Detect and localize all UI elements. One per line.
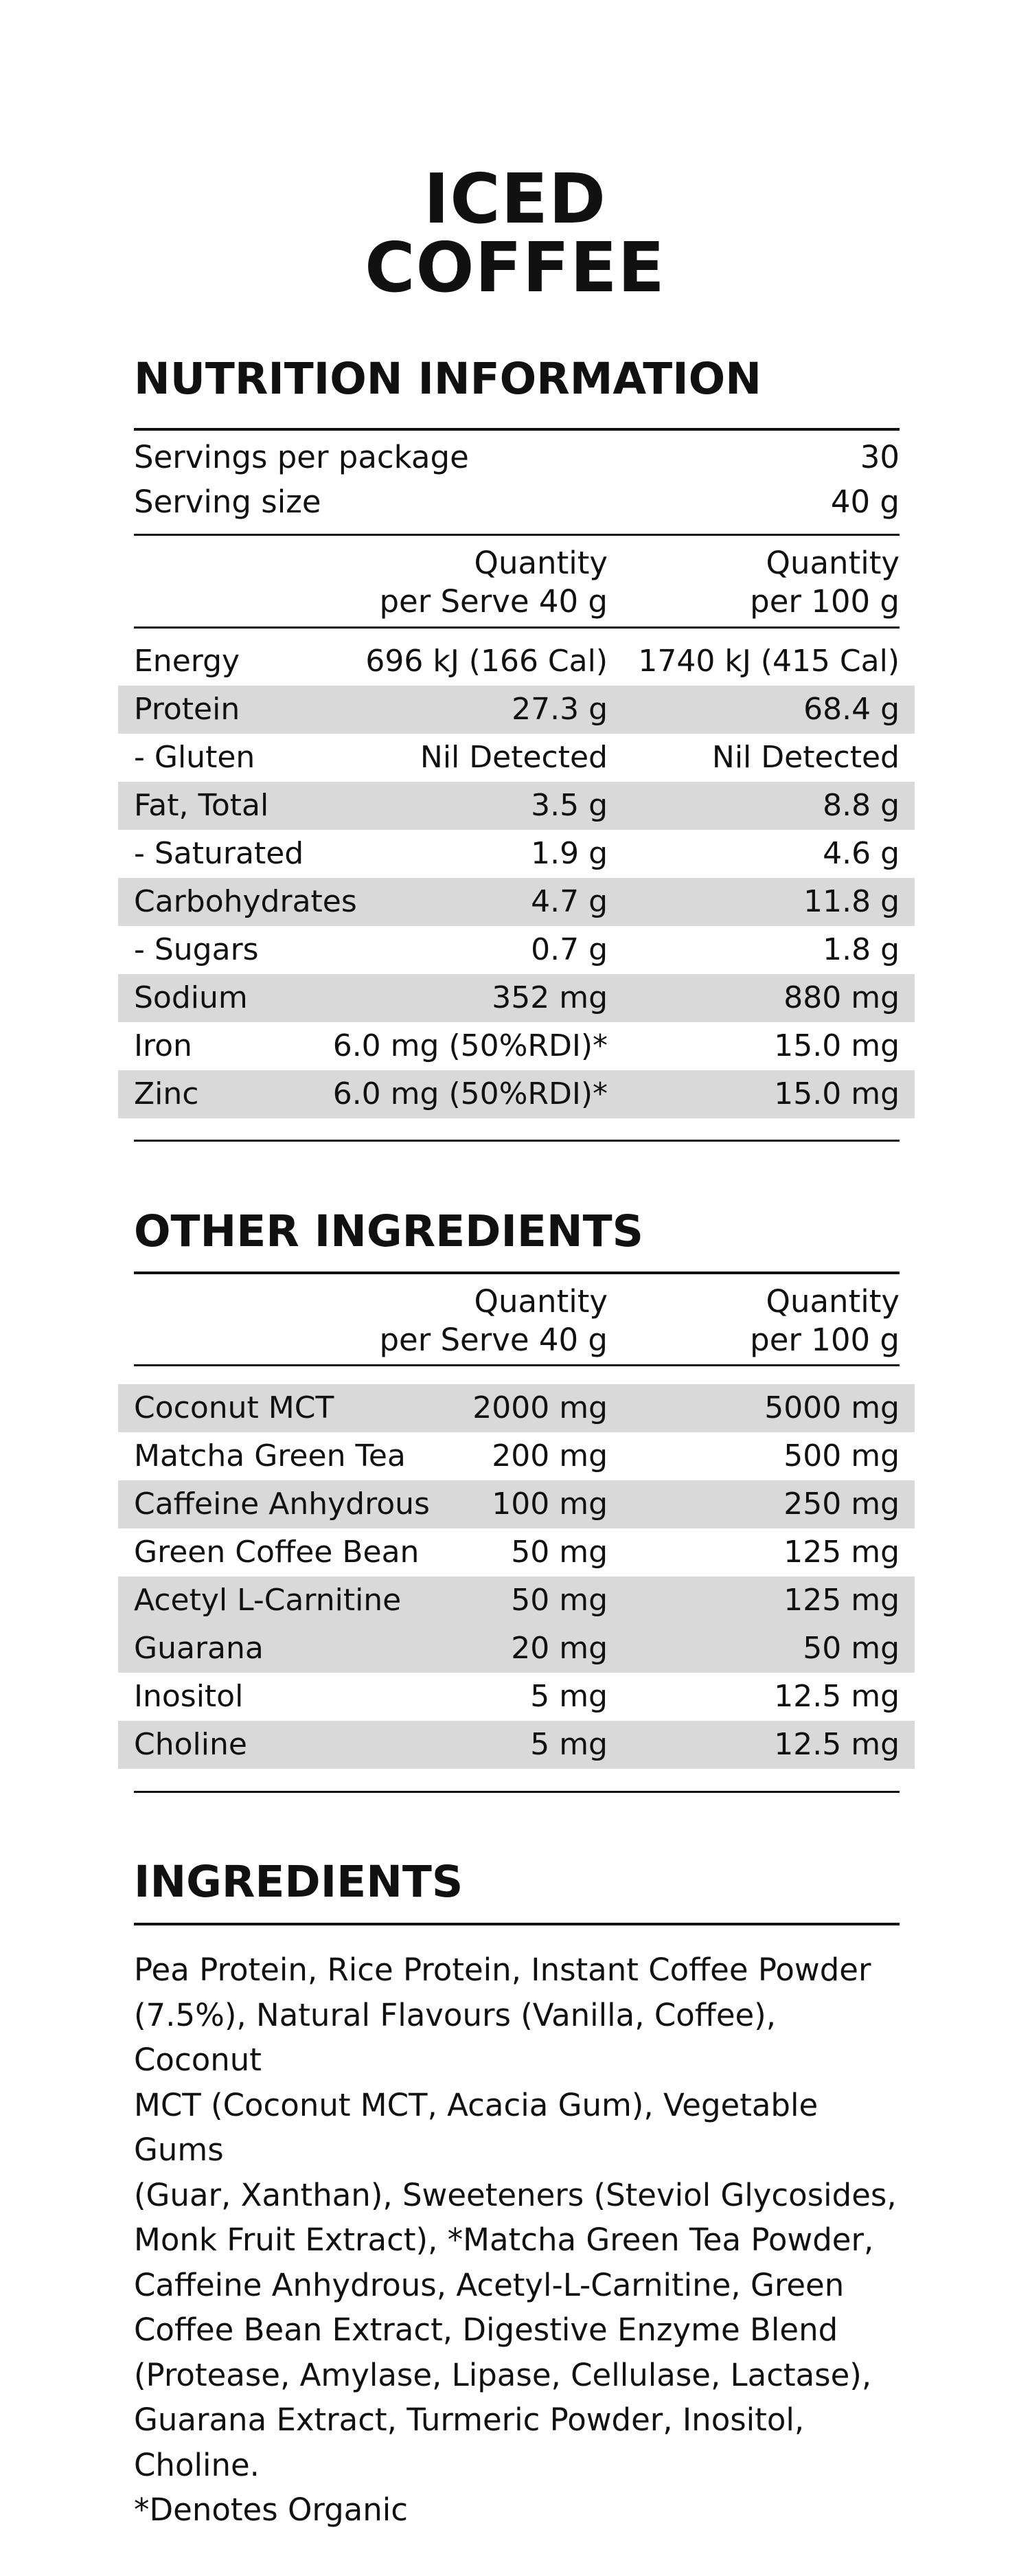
nutrient-label: - Saturated: [134, 836, 304, 871]
other-row-green-coffee-bean: [118, 1528, 915, 1577]
nutrition-top-rule: [134, 428, 900, 431]
ingredient-per-100g: 12.5 mg: [774, 1679, 900, 1714]
ingredient-label: Guarana: [134, 1631, 264, 1666]
ingredient-per-serve: 5 mg: [530, 1679, 608, 1714]
ingredient-label: Acetyl L-Carnitine: [134, 1583, 402, 1618]
nutrient-per-serve: 6.0 mg (50%RDI)*: [332, 1076, 608, 1111]
nutrition-col2-header-line-2: per 100 g: [750, 583, 900, 620]
nutrient-per-serve: 0.7 g: [531, 932, 608, 967]
nutrient-per-100g: 11.8 g: [803, 884, 900, 919]
nutrition-row-fat-total: [118, 782, 915, 830]
nutrition-row-iron: [118, 1022, 915, 1070]
other-col1-header: [379, 1283, 608, 1359]
nutrient-label: - Sugars: [134, 932, 259, 967]
nutrient-per-100g: 880 mg: [783, 980, 900, 1015]
ingredient-per-serve: 20 mg: [511, 1631, 608, 1666]
nutrient-per-serve: 27.3 g: [512, 692, 608, 727]
nutrient-label: Energy: [134, 644, 240, 679]
nutrient-per-100g: 4.6 g: [823, 836, 900, 871]
ingredient-label: Caffeine Anhydrous: [134, 1487, 430, 1522]
nutrient-label: Sodium: [134, 980, 248, 1015]
ingredients-list: Pea Protein, Rice Protein, Instant Coffee Powder (7.5%), Natural Flavours (Vanilla, Coffee), Coconut MCT (Coconut MCT, Acacia Gum), Vegetable Gums (Guar, Xanthan), Sweeteners (Steviol Glycosides, Monk Fruit Extract), *Matcha Green Tea Powder, Caffeine Anhydrous, Acetyl-L-Carnitine, Green Coffee Bean Extract, Digestive Enzyme Blend (Protease, Amylase, Lipase, Cellulase, Lactase), Guarana Extract, Turmeric Powder, Inositol, Choline. *Denotes Organic: [134, 1952, 897, 2528]
nutrient-per-100g: 8.8 g: [823, 788, 900, 823]
nutrient-per-serve: Nil Detected: [420, 740, 608, 775]
other-row-guarana: [118, 1625, 915, 1673]
product-title: [0, 159, 1030, 308]
nutrient-per-serve: 3.5 g: [531, 788, 608, 823]
nutrition-col1-header-line-2: per Serve 40 g: [379, 583, 608, 620]
ingredient-per-100g: 500 mg: [783, 1438, 900, 1473]
servings-value: 30: [860, 439, 900, 475]
ingredient-per-100g: 12.5 mg: [774, 1727, 900, 1762]
nutrition-col2-header: [750, 544, 900, 621]
nutrition-bottom-rule: [134, 1140, 900, 1142]
nutrition-row-sodium: [118, 974, 915, 1022]
nutrition-row-sugars: [118, 926, 915, 974]
ingredient-label: Matcha Green Tea: [134, 1438, 406, 1473]
ingredient-per-100g: 250 mg: [783, 1487, 900, 1522]
other-col2-header-line-2: per 100 g: [750, 1322, 900, 1358]
ingredient-per-serve: 200 mg: [492, 1438, 608, 1473]
nutrition-header-top-rule: [134, 534, 900, 536]
servings-row: [134, 435, 900, 479]
ingredient-label: Inositol: [134, 1679, 244, 1714]
ingredient-per-serve: 100 mg: [492, 1487, 608, 1522]
other-header-bottom-rule: [134, 1364, 900, 1366]
other-row-acetyl-l-carnitine: [118, 1577, 915, 1625]
serving-size-label: Serving size: [134, 484, 321, 520]
ingredient-label: Choline: [134, 1727, 247, 1762]
ingredient-per-100g: 125 mg: [783, 1583, 900, 1618]
other-ingredients-heading: OTHER INGREDIENTS: [134, 1206, 644, 1256]
other-col2-header: [750, 1283, 900, 1359]
nutrition-row-saturated: [118, 830, 915, 878]
nutrition-row-protein: [118, 686, 915, 734]
other-col2-header-line-1: Quantity: [766, 1283, 900, 1320]
nutrient-label: - Gluten: [134, 740, 255, 775]
nutrient-per-serve: 4.7 g: [531, 884, 608, 919]
ingredients-heading: INGREDIENTS: [134, 1857, 464, 1907]
nutrition-row-zinc: [118, 1070, 915, 1118]
ingredient-label: Green Coffee Bean: [134, 1535, 420, 1570]
nutrient-per-100g: 1740 kJ (415 Cal): [638, 644, 900, 679]
ingredient-label: Coconut MCT: [134, 1390, 334, 1425]
nutrition-col2-header-line-1: Quantity: [766, 545, 900, 581]
serving-size-value: 40 g: [830, 484, 900, 520]
nutrient-label: Fat, Total: [134, 788, 269, 823]
nutrient-per-100g: 15.0 mg: [774, 1076, 900, 1111]
other-ingredients-top-rule: [134, 1272, 900, 1274]
nutrient-per-serve: 1.9 g: [531, 836, 608, 871]
nutrient-label: Iron: [134, 1028, 192, 1063]
nutrition-col1-header-line-1: Quantity: [474, 545, 608, 581]
nutrient-per-serve: 696 kJ (166 Cal): [365, 644, 608, 679]
other-row-choline: [118, 1721, 915, 1769]
ingredient-per-serve: 2000 mg: [472, 1390, 608, 1425]
nutrient-per-serve: 352 mg: [492, 980, 608, 1015]
nutrition-heading: NUTRITION INFORMATION: [134, 354, 762, 404]
nutrition-row-energy: [118, 637, 915, 686]
nutrient-per-100g: 1.8 g: [823, 932, 900, 967]
nutrition-row-gluten: [118, 734, 915, 782]
other-row-inositol: [118, 1673, 915, 1721]
ingredient-per-100g: 50 mg: [803, 1631, 900, 1666]
nutrient-label: Protein: [134, 692, 240, 727]
other-col1-header-line-2: per Serve 40 g: [379, 1322, 608, 1358]
other-ingredients-bottom-rule: [134, 1791, 900, 1793]
nutrient-per-100g: 15.0 mg: [774, 1028, 900, 1063]
other-row-matcha-green-tea: [118, 1432, 915, 1480]
nutrient-per-100g: Nil Detected: [711, 740, 900, 775]
ingredient-per-100g: 125 mg: [783, 1535, 900, 1570]
product-title-line-2: COFFEE: [365, 227, 665, 308]
servings-label: Servings per package: [134, 439, 469, 475]
other-row-coconut-mct: [118, 1384, 915, 1432]
ingredient-per-100g: 5000 mg: [764, 1390, 900, 1425]
nutrient-label: Carbohydrates: [134, 884, 357, 919]
ingredient-per-serve: 5 mg: [530, 1727, 608, 1762]
product-title-line-1: ICED: [424, 159, 606, 239]
ingredient-per-serve: 50 mg: [511, 1535, 608, 1570]
nutrition-col1-header: [379, 544, 608, 621]
ingredient-per-serve: 50 mg: [511, 1583, 608, 1618]
nutrient-per-100g: 68.4 g: [803, 692, 900, 727]
nutrition-header-bottom-rule: [134, 626, 900, 629]
other-row-caffeine-anhydrous: [118, 1480, 915, 1528]
other-col1-header-line-1: Quantity: [474, 1283, 608, 1320]
nutrient-per-serve: 6.0 mg (50%RDI)*: [332, 1028, 608, 1063]
ingredients-top-rule: [134, 1923, 900, 1925]
nutrient-label: Zinc: [134, 1076, 199, 1111]
serving-size-row: [134, 479, 900, 524]
nutrition-row-carbohydrates: [118, 878, 915, 926]
